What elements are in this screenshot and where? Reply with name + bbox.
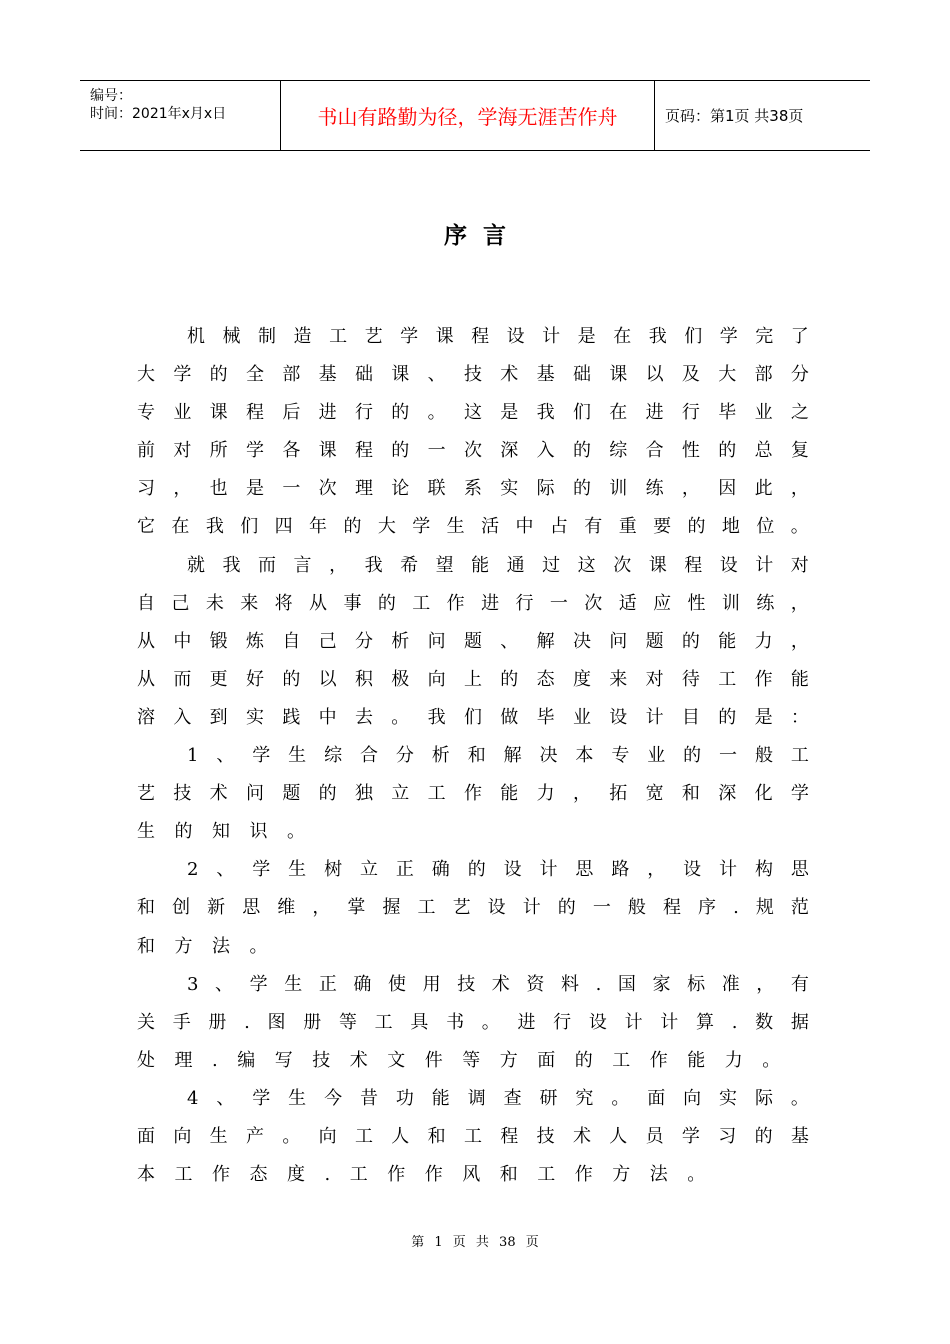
body-line: 3 、 学 生 正 确 使 用 技 术 资 料 . 国 家 标 准 ， 有 [187,973,809,995]
body-line: 关 手 册 . 图 册 等 工 具 书 。 进 行 设 计 计 算 . 数 据 [137,1011,809,1033]
document-body [137,318,809,1194]
body-line: 习 ， 也 是 一 次 理 论 联 系 实 际 的 训 练 ， 因 此 ， [137,478,809,500]
body-line: 从 中 锻 炼 自 己 分 析 问 题 、 解 决 问 题 的 能 力 ， [137,630,809,652]
body-line: 处 理 . 编 写 技 术 文 件 等 方 面 的 工 作 能 力 。 [137,1049,781,1071]
body-line: 自 己 未 来 将 从 事 的 工 作 进 行 一 次 适 应 性 训 练 ， [137,592,809,614]
page-title: 序言 [444,222,522,249]
body-line: 溶 入 到 实 践 中 去 。 我 们 做 毕 业 设 计 目 的 是 ： [137,706,809,728]
body-line: 本 工 作 态 度 . 工 作 作 风 和 工 作 方 法 。 [137,1164,706,1186]
header-page-info: 页码：第1页 共38页 [665,107,804,125]
body-line: 就 我 而 言 ， 我 希 望 能 通 过 这 次 课 程 设 计 对 [187,554,809,576]
document-header [80,80,870,151]
header-motto: 书山有路勤为径，学海无涯苦作舟 [281,81,655,150]
body-line: 生 的 知 识 。 [137,821,305,843]
header-number-label: 编号： [90,88,132,104]
body-line: 4 、 学 生 今 昔 功 能 调 查 研 究 。 面 向 实 际 。 [187,1087,809,1109]
header-time-label: 时间：2021年x月x日 [90,106,227,122]
body-line: 前 对 所 学 各 课 程 的 一 次 深 入 的 综 合 性 的 总 复 [137,440,809,462]
body-line: 1 、 学 生 综 合 分 析 和 解 决 本 专 业 的 一 般 工 [187,745,809,767]
page-footer: 第 1 页 共 38 页 [411,1235,539,1250]
body-line: 机 械 制 造 工 艺 学 课 程 设 计 是 在 我 们 学 完 了 [187,326,809,347]
body-line: 艺 技 术 问 题 的 独 立 工 作 能 力 ， 拓 宽 和 深 化 学 [137,783,809,805]
body-line: 2 、 学 生 树 立 正 确 的 设 计 思 路 ， 设 计 构 思 [187,859,809,881]
body-line: 它 在 我 们 四 年 的 大 学 生 活 中 占 有 重 要 的 地 位 。 [137,516,809,538]
header-meta [80,81,281,150]
body-line: 专 业 课 程 后 进 行 的 。 这 是 我 们 在 进 行 毕 业 之 [137,402,809,424]
body-line: 面 向 生 产 。 向 工 人 和 工 程 技 术 人 员 学 习 的 基 [137,1125,809,1147]
body-line: 和 创 新 思 维 ， 掌 握 工 艺 设 计 的 一 般 程 序 . 规 范 [137,897,809,919]
body-line: 从 而 更 好 的 以 积 极 向 上 的 态 度 来 对 待 工 作 能 [137,668,809,690]
body-line: 和 方 法 。 [137,935,268,957]
body-line: 大 学 的 全 部 基 础 课 、 技 术 基 础 课 以 及 大 部 分 [137,364,809,386]
